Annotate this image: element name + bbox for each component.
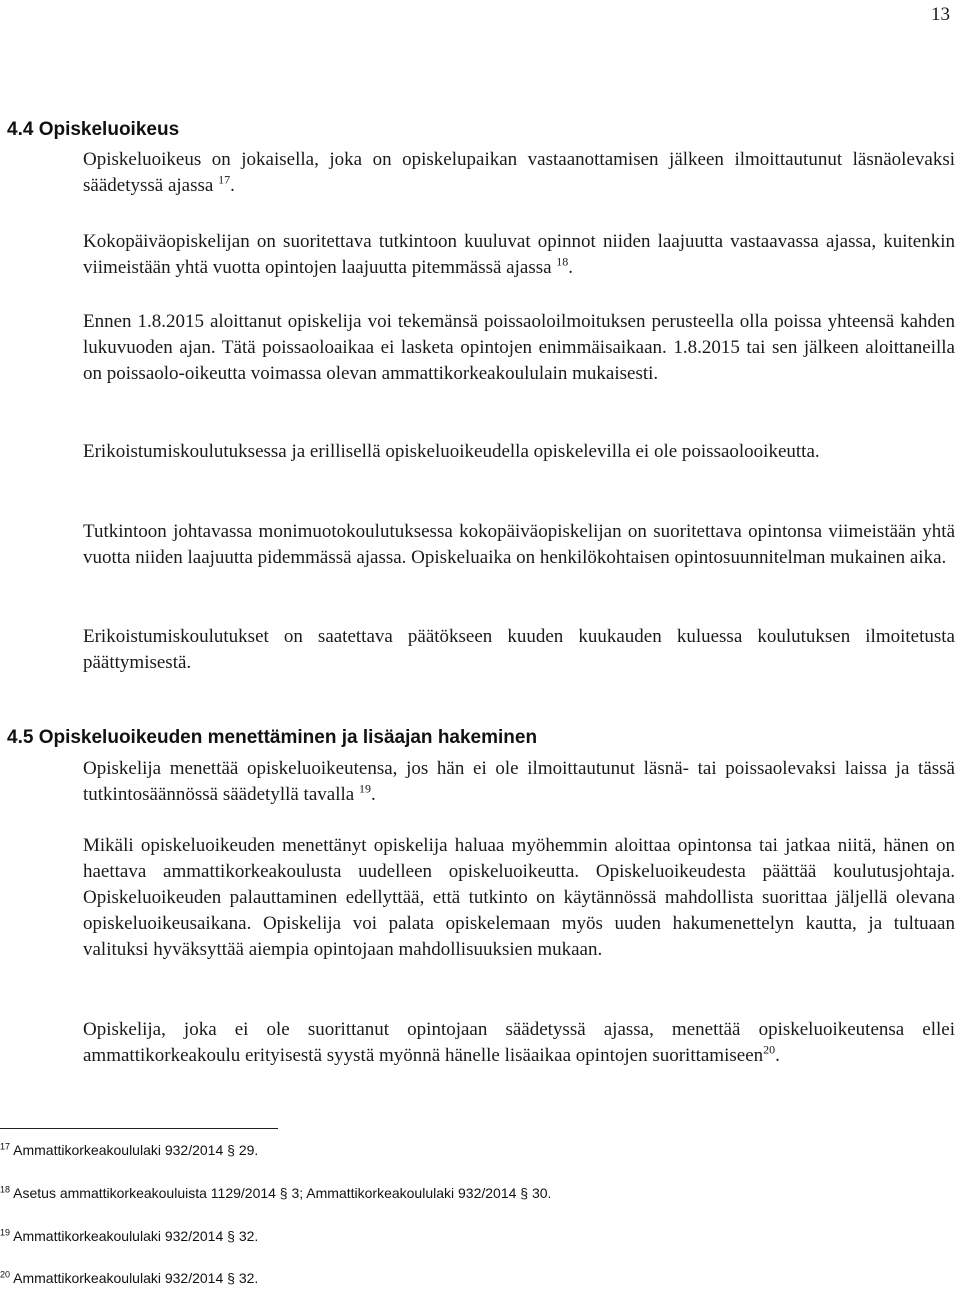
footnote-text: Ammattikorkeakoululaki 932/2014 § 32. bbox=[13, 1270, 259, 1286]
paragraph: Ennen 1.8.2015 aloittanut opiskelija voi tekemänsä poissaoloilmoituksen perusteella olla poissa yhteensä kahden lukuvuoden ajan. Tätä poissaoloaikaa ei lasketa opintojen enimmäisaikaan. 1.8.2015 tai sen jälkeen aloittaneilla on poissaolo-oikeutta voimassa olevan ammattikorkeakoululain mukaisesti. bbox=[83, 311, 955, 384]
footnote-ref[interactable]: 20 bbox=[763, 1042, 776, 1057]
footnote-number: 18 bbox=[0, 1184, 11, 1195]
footnote bbox=[0, 1227, 258, 1245]
paragraph: Opiskeluoikeus on jokaisella, joka on opiskelupaikan vastaanottamisen jälkeen ilmoittautunut läsnäolevaksi säädetyssä ajassa $^{17}$. bbox=[83, 149, 955, 196]
paragraph: Opiskelija, joka ei ole suorittanut opintojaan säädetyssä ajassa, menettää opiskeluoikeutensa ellei ammattikorkeakoulu erityisestä syystä myönnä hänelle lisäaikaa opintojen suorittamiseen$^{20}$. bbox=[83, 1019, 955, 1066]
section-heading-opiskeluoikeus: 4.4 Opiskeluoikeus bbox=[7, 119, 180, 140]
footnote-number: 19 bbox=[0, 1227, 11, 1238]
page-number: 13 bbox=[931, 4, 950, 25]
paragraph: Kokopäiväopiskelijan on suoritettava tutkintoon kuuluvat opinnot niiden laajuutta vastaavassa ajassa, kuitenkin viimeistään yhtä vuotta opintojen laajuutta pitemmässä ajassa $^{18}$. bbox=[83, 231, 955, 278]
footnote-text: Ammattikorkeakoululaki 932/2014 § 32. bbox=[13, 1228, 259, 1244]
paragraph: Tutkintoon johtavassa monimuotokoulutuksessa kokopäiväopiskelijan on suoritettava opintonsa viimeistään yhtä vuotta niiden laajuutta pidemmässä ajassa. Opiskeluaika on henkilökohtaisen opintosuunnitelman mukainen aika. bbox=[83, 521, 955, 568]
footnote-ref[interactable]: 19 bbox=[358, 781, 371, 796]
footnote-ref[interactable]: 17 bbox=[218, 172, 231, 187]
footnote-text: Ammattikorkeakoululaki 932/2014 § 29. bbox=[13, 1142, 259, 1158]
paragraph: Mikäli opiskeluoikeuden menettänyt opiskelija haluaa myöhemmin aloittaa opintonsa tai jatkaa niitä, hänen on haettava ammattikorkeakoulusta uudelleen opiskeluoikeutta. Opiskeluoikeudesta päättää koulutusjohtaja. Opiskeluoikeuden palauttaminen edellyttää, että tutkinto on käytännössä mahdollista suorittaa jäljellä olevana opiskeluoikeusaikana. Opiskelija voi palata opiskelemaan myös uuden hakumenettelyn kautta, ja tultuaan valituksi hyväksyttää aiempia opintojaan mahdollisuuksien mukaan. bbox=[83, 835, 955, 960]
footnote bbox=[0, 1184, 551, 1202]
footnote bbox=[0, 1141, 258, 1159]
footnote-text: Asetus ammattikorkeakouluista 1129/2014 § 3; Ammattikorkeakoululaki 932/2014 § 30. bbox=[13, 1185, 552, 1201]
paragraph-text: Opiskelija menettää opiskeluoikeutensa, jos hän ei ole ilmoittautunut läsnä- tai poissaolevaksi laissa ja tässä tutkintosäännössä säädetyllä tavalla bbox=[83, 758, 955, 805]
paragraph: Opiskelija menettää opiskeluoikeutensa, jos hän ei ole ilmoittautunut läsnä- tai poissaolevaksi laissa ja tässä tutkintosäännössä säädetyllä tavalla $^{19}$. bbox=[83, 758, 955, 805]
paragraph: Erikoistumiskoulutukset on saatettava päätökseen kuuden kuukauden kuluessa koulutuksen ilmoitetusta päättymisestä. bbox=[83, 626, 955, 673]
paragraph: Erikoistumiskoulutuksessa ja erillisellä opiskeluoikeudella opiskelevilla ei ole poissaolooikeutta. bbox=[83, 441, 820, 462]
footnote-number: 20 bbox=[0, 1269, 11, 1280]
paragraph-text: Opiskelija, joka ei ole suorittanut opintojaan säädetyssä ajassa, menettää opiskeluoikeutensa ellei ammattikorkeakoulu erityisestä syystä myönnä hänelle lisäaikaa opintojen suorittamiseen bbox=[83, 1019, 955, 1066]
paragraph-text: Kokopäiväopiskelijan on suoritettava tutkintoon kuuluvat opinnot niiden laajuutta vastaavassa ajassa, kuitenkin viimeistään yhtä vuotta opintojen laajuutta pitemmässä ajassa bbox=[83, 231, 955, 278]
paragraph-text: Opiskeluoikeus on jokaisella, joka on opiskelupaikan vastaanottamisen jälkeen ilmoittautunut läsnäolevaksi säädetyssä ajassa bbox=[83, 149, 955, 196]
footnote-number: 17 bbox=[0, 1141, 11, 1152]
section-heading-opiskeluoikeuden-menettaminen: 4.5 Opiskeluoikeuden menettäminen ja lisäajan hakeminen bbox=[7, 727, 538, 748]
footnote-divider bbox=[0, 1128, 278, 1129]
footnote bbox=[0, 1269, 258, 1287]
footnote-ref[interactable]: 18 bbox=[556, 254, 569, 269]
